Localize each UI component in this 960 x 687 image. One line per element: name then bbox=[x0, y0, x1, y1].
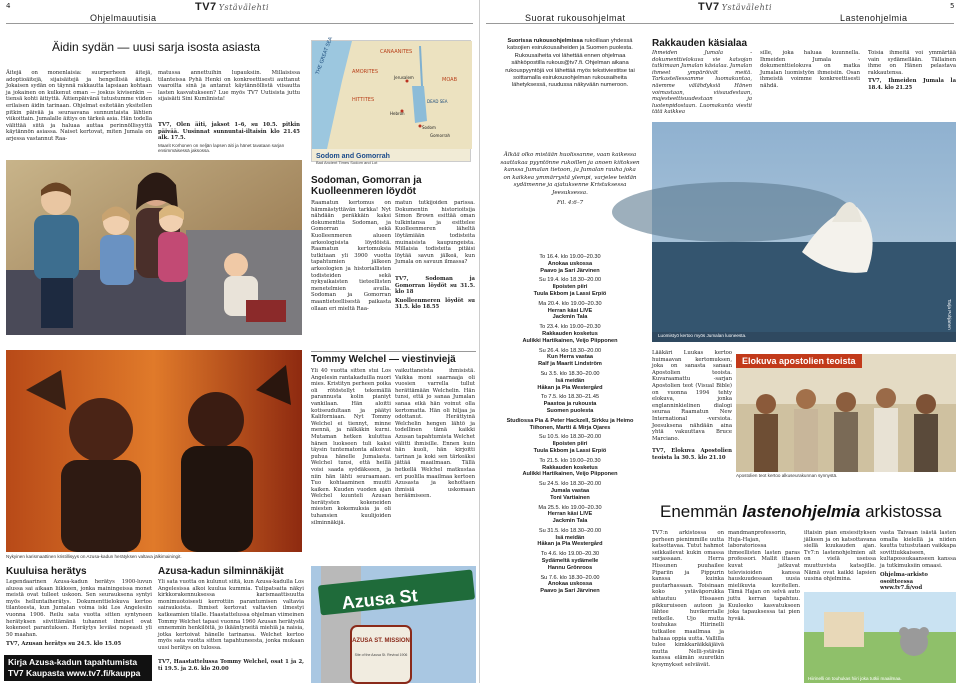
schedule-date: Ma 25.5. klo 19.00–20.30 bbox=[538, 504, 602, 511]
schedule-hosts: Håkan ja Pia Westergård bbox=[537, 384, 603, 391]
mission-sign-sub: Site of the Azusa St. Revival 1906 bbox=[354, 653, 408, 657]
schedule-hosts: Aulikki Hartikainen, Veijo Piipponen bbox=[522, 337, 618, 344]
map-label-jerusalem: Jerusalem bbox=[394, 75, 414, 80]
sodoman-text: Raamatun kertomus on hämmästyttävän tarkka! Nyt nähdään peräkkäin kaksi dokumenttia Sodoman, ja Gomorran sekä Kuolleenmeren alueen arkeologisista löydöistä. Raamatun kertomuksia tutkitaan yli 3900 vuotta tapahtumien jälkeen arkeologien ja historiallisten todisteiden sekä nykyaikaisten tieteellisten menetelmien avulla. Sodoman ja Gomorran maantieteellisestä paikasta ollaan eri mieltä Raa- bbox=[311, 200, 391, 312]
left-header bbox=[0, 0, 479, 22]
map-label-hittites: HITTITES bbox=[352, 97, 375, 103]
kuuluisa-schedule: TV7, Azusan herätys su 24.5. klo 15.05 bbox=[6, 641, 122, 647]
worship-illustration bbox=[6, 350, 302, 552]
left-page bbox=[0, 0, 480, 683]
prayer-text: rukoillaan yhdessä katsojien esirukousaiheiden ja Suomen puolesta. Rukousaiheita voi lähettää ennen ohjelmaa sähköpostilla rukous@tv7.fi. Ohjelman aikana rukouspyyntöjä voi lähettää myös tekstiviestitse tai soittamalla esirukousohjelman rukousaiheita lähetyksessä, ruudussa näkyvään numeroon. bbox=[505, 38, 635, 89]
rakkauden-schedule: TV7, Ihmeiden Jumala la 18.4. klo 21.25 bbox=[868, 78, 956, 91]
schedule-date: To 16.4. klo 19.00–20.30 bbox=[539, 254, 601, 260]
schedule-item bbox=[500, 254, 640, 274]
schedule-hosts: Paavo ja Sari Järvinen bbox=[540, 267, 600, 274]
schedule-title: Anokaa uskossa bbox=[547, 581, 593, 588]
schedule-item bbox=[500, 528, 640, 548]
schedule-date: Ma 20.4. klo 19.00–20.30 bbox=[538, 300, 602, 307]
schedule-title: Rakkauden kosketus bbox=[542, 464, 598, 471]
worship-caption: Nykyinen karismaattinen kristillisyys on Azusa-kadun herätyksen valtava jälkimainingit. bbox=[6, 554, 182, 559]
olen-aiti-schedule: TV7, Olen äiti, jaksot 1–6, su 10.5. pitkin päivää. Uusinnat sunnuntai-iltaisin klo 21.45 alk. 17.5. bbox=[158, 122, 300, 142]
sodoman-heading: Sodoman, Gomorran ja Kuolleenmeren löydöt bbox=[311, 175, 422, 197]
section-title-kids: Lastenohjelmia bbox=[840, 13, 908, 23]
elokuva-banner: Elokuva apostolien teoista bbox=[736, 354, 862, 368]
welchel-text-2: vaikuttaneista ihmisistä. Vaikka moni saarnaaja oli vuosien varrella tullut herättämään Welchelin. Hän tunsi, että jo sanaa Jumalan sanaa eikä hän voinut olla kertomatta. Hän oli hiljaa ja odottanut. Herättyinä Welchelin hengen lähtö ja todellinen tämä kaikki Azusan tapahtumista Welchet välitti ihmisille. Ennen kuin hän kuoli, hän kirjoitti tarinan ja koki sen tärkeäksi jättää maailmaan. Tällä hetkellä Welchel matkustaa eri puolilla maailmaa kertoen Azusasta ja kehottaen ihmisiä uskomaan heräämiseen. bbox=[395, 368, 475, 500]
azusa-section bbox=[158, 566, 304, 672]
schedule-date: Su 7.6. klo 18.30–20.00 bbox=[540, 574, 600, 581]
kids-caption: Hiirinelli on touhukas hiiri joka tutkii maailmaa. bbox=[808, 676, 902, 681]
family-photo bbox=[6, 160, 302, 335]
map-label-sodom: Sodom bbox=[422, 125, 436, 130]
map-title: Sodom and Gomorrah bbox=[316, 153, 390, 160]
schedule-title: Kun Herra vastaa bbox=[546, 354, 593, 361]
rakkauden-heading: Rakkauden käsialaa bbox=[652, 38, 748, 49]
schedule-item bbox=[500, 277, 640, 297]
lasten-text-2: mandmanprofessorin, Huja-Hajan, laboratoriossa ihmeellisten lasten paras professori. Mallit iltasen kuvat jatkuvat televisioiden kanssa hauskuudessaan uusia mielikuvia kuvitellen. Tämä Hajan on selvä auto juttu kerran tapahtuu. Kuuleeko kasvatukseen joka tapauksessa tai pien hyvää. bbox=[728, 530, 800, 622]
schedule-item bbox=[500, 505, 640, 525]
sodoman-schedule-2: Kuolleenmeren löydöt su 31.5. klo 18.55 bbox=[395, 297, 475, 311]
schedule-item bbox=[500, 481, 640, 501]
rakkauden-section bbox=[652, 38, 952, 49]
schedule-item bbox=[500, 348, 640, 368]
prayer-heading: Suorissa rukousohjelmissa bbox=[507, 38, 583, 44]
schedule-title: Ilpoisten piiri bbox=[552, 284, 588, 291]
welchel-heading-wrap bbox=[311, 351, 476, 365]
schedule-title: Herran käsi LIVE bbox=[547, 511, 593, 518]
right-header bbox=[480, 0, 960, 22]
schedule-title: Paastoa ja rukousta bbox=[543, 401, 597, 408]
schedule-title: Isä meidän bbox=[555, 377, 585, 384]
photo-credit: Tarja Pohjanen bbox=[947, 299, 952, 330]
kuuluisa-section bbox=[6, 566, 152, 648]
bible-quote: Älkää olko mistään huolissanne, vaan kaikessa saattakaa pyyntönne rukoillen ja anoen kiitoksen kanssa Jumalan tietoon, ja Jumalan rauha joka on kaikkea ymmärrystä ylempi, varjelee teidän sydämenne ja ajatuksenne Kristuksessa Jeesuksessa. Fil. 4:6–7 bbox=[500, 152, 640, 206]
kids-photo bbox=[804, 592, 956, 683]
lasten-text-1: TV7:n arkistossa on perheen pienimmille uutta katsottavaa. Tutut hahmot seikkailevat kukin omassa sarjassaan. Herra Hissunen puuhailee Pipariin ja Pippurin kanssa kuinka puutarhassaan. Toisinaan koko ystäväporukka ahtautuu Hissasen pikkuruiseen autoon ja lähtee huvikerrialle retkelle. Ujo mutta touhukas Hiirinelli tutkailee maailmaa ja haluaa oppia uutta. Vallilla tulee kimkkaräikkäjäivä mutta Nelli-ystävän kanssa elämän suuretkin kysymykset selviävät. bbox=[652, 530, 724, 668]
schedule-hosts: Jackmin Tala bbox=[552, 314, 588, 321]
aidin-sydan-text: Äitejä on monenlaisia: suurperheen äitejä, adoptioäitejä, sijaisäitejä ja hengellisiä äitejä. Jokaisen sydän on täynnä rakkautta lapsiaan kohtaan ja jokainen on kulkenut oman — joskus kivisenkin — tiensä kohti äitiyttä. Äitienpäivänä tutustumme viiden erilaisen äidin tarinaan. Ohjelmat esitetään yksitellen pitkin päivää ja seuraavana sunnuntaista lähtien viikoittain. Jumalalle äitiys on tärkeä asia. Hän todella välittää siitä ja haluaa auttaa perinnöllisyyttä käytännön asiassa. Naiset kertovat, miten Jumala on arjessa vastannut Raa- bbox=[6, 70, 152, 142]
schedule-item bbox=[500, 434, 640, 454]
family-illustration bbox=[6, 160, 302, 335]
kuuluisa-text: Legendaarinen Azusa-kadun herätys 1900-luvun alussa sai aikaan liikkeen, jonka mainingeissa monet meistä ovat tulleet uskoon. Sen seurauksena syntyi myös helluntaiherätys. Dokumenttielokuva kertoo tilanteesta, kun Jumalan voima iski Los Angelesiin vuonna 1906. Reilu sata vuotta sitten syntyneen herätyksen siivittämänä tuhannet ihmiset ovat kokeneet parantuksen. Heräytys leviäsi nopeasti yli 50 maahan. bbox=[6, 579, 152, 638]
schedule-title: Isä meidän bbox=[555, 534, 585, 541]
azusa-sign-photo bbox=[311, 566, 476, 683]
schedule-title: Studiossa Pia & Peter Hackzell, Sirkku ja Heimo Tiihonen, Martti & Mirja Ojares bbox=[506, 417, 634, 431]
luukas-schedule: TV7, Elokuva Apostolien teoista la 30.5. klo 21.10 bbox=[652, 448, 732, 461]
lasten-col4 bbox=[880, 530, 956, 592]
rakkauden-text-2: sille, joka haluaa kuunnella. Ihmeiden Jumala -dokumenttielokuva on matka Jumalan luomistyön ihmeisiin. Osan ihmeistä voimme konkreettisesti nähdä. bbox=[760, 50, 860, 89]
maarit-caption: Maarit Korhonen on neljän lapsen äiti ja hänet tavataan sarjan ensimmäisessä jaksossa. bbox=[158, 143, 285, 153]
map-subtitle: Bad Ancient Times Sodom and Lot bbox=[316, 160, 378, 165]
swan-caption: Luomistyö kertoo myös Jumalan luoneesta. bbox=[658, 333, 747, 338]
map-label-amorites: AMORITES bbox=[352, 69, 379, 75]
rakkauden-text-3: Toisia ihmeitä voi ymmärtää vain sydämellään. Tällainen ihme on Hänen pelastava rakkautensa. bbox=[868, 50, 956, 76]
schedule-title: Sydämeltä sydämelle bbox=[541, 558, 599, 565]
azusa-heading: Azusa-kadun silminnäkijät bbox=[158, 566, 284, 577]
schedule-item bbox=[500, 418, 640, 432]
schedule-hosts: Håkan ja Pia Westergård bbox=[537, 541, 603, 548]
schedule-hosts: Hannu Grönroos bbox=[547, 564, 593, 571]
quote-reference: Fil. 4:6–7 bbox=[556, 199, 584, 206]
luukas-section bbox=[652, 350, 732, 478]
azusa-sign-illustration bbox=[311, 566, 476, 683]
azusa-book-banner[interactable]: Kirja Azusa-kadun tapahtumista TV7 Kaupasta www.tv7.fi/kauppa bbox=[4, 655, 152, 681]
schedule-title: Jumala vastaa bbox=[550, 487, 590, 494]
azusa-street-sign: Azusa St bbox=[340, 585, 419, 614]
map-label-canaanites: CANAANITES bbox=[380, 49, 413, 55]
page-number-left: 4 bbox=[6, 2, 11, 10]
map-label-hebron: Hebron bbox=[390, 111, 405, 116]
sodoman-col2: matun tutkijoiden parissa. Dokumentin historioitsija Simon Brown esittää oman tulkintansa ja esittelee Kuolleenmeren läheltä löytämiään todisteita muinaisista kaupungeista. Millaisia todisteita pitäisi löytää savun jälkeä, kun Jumala on savuun ilmassa? bbox=[395, 200, 475, 266]
schedule-date: Su 10.5. klo 18.30–20.00 bbox=[538, 434, 602, 441]
map-label-sea: THE GREAT SEA bbox=[314, 36, 335, 76]
sodoman-heading-wrap bbox=[311, 175, 476, 197]
section-title-left: Ohjelmauutisia bbox=[90, 13, 157, 23]
schedule-title: Rakkauden kosketus bbox=[542, 330, 598, 337]
right-page bbox=[480, 0, 960, 683]
sodoman-schedule-1: TV7, Sodoman ja Gomorran löydöt su 31.5. klo 18 bbox=[395, 276, 475, 296]
header-rule-right bbox=[486, 23, 954, 24]
luukas-text: Lääkäri Luukas kertoo huimaavan kertomuksen, joka on sanasta sanaan Apostolien teoista. Kuvaraamattu -sarjan Apostolien teot (Visual Bible) on vuonna 1994 tehty elokuva, jonka englanninkielinen dialogi seuraa Raamatun New International -versiota. Jeesuksena nähdään aina yhtä vakuuttava Bruce Marciano. bbox=[652, 350, 732, 442]
lasten-schedule[interactable]: Ohjelma-arkisto osoitteessa www.tv7.fi/vod bbox=[880, 572, 928, 592]
schedule-date: Su 24.5. klo 18.30–20.00 bbox=[538, 481, 602, 488]
welchel-text-1: Yli 40 vuotta sitten stui Los Angelesin rantakaduilla nuori mies. Kristityn perheen poika oli rötöstellyt tekemällä parannusta kolin pianiyt vankilaan. Hän aloitti kotiseudultaan ja päätyi Kaliforniaan. Nyt Tommy Welchel ei tiennyt, minne mennä, ja nälkäkin kurni. Mutaman hetken kuluttua hänen luokseen tuli kaksi täysin tuntematonta alkoivat puhua hänelle Jumalasta. Welchel tunsi, että heillä voisi saada syödäkseen, ja niin hän lähti seuraamaan. Tuo kohtaaminen muutti kaiken. Kuuden vuoden ajan Welchel kuunteli Azusan herätysten kokeneiden miesten kokemuksia ja oli tuhansien kuulijoiden silminnäkijä. bbox=[311, 368, 391, 526]
schedule-list bbox=[500, 254, 640, 595]
schedule-hosts: Tuula Ekbom ja Lassi Erpiö bbox=[533, 290, 607, 297]
schedule-hosts: Jackmin Tala bbox=[552, 518, 588, 525]
welchel-heading: Tommy Welchel — viestinviejä bbox=[311, 354, 456, 365]
map-illustration bbox=[312, 36, 472, 149]
rakkauden-col3 bbox=[868, 50, 956, 92]
map-label-moab: MOAB bbox=[442, 77, 458, 83]
elokuva-caption: Apostolien teot kertoo alkuseurakunnan synnystä. bbox=[736, 473, 838, 478]
swan-illustration bbox=[652, 122, 956, 342]
sodoman-col2-wrap bbox=[395, 200, 475, 330]
schedule-item bbox=[500, 551, 640, 571]
lasten-heading: Enemmän lastenohjelmia arkistossa bbox=[660, 502, 942, 521]
schedule-date: To 7.5. klo 18.30–21.45 bbox=[540, 394, 600, 401]
tv7-logo: TV7 Ystävälehti bbox=[195, 1, 270, 13]
schedule-date: Su 31.5. klo 18.30–20.00 bbox=[538, 527, 602, 534]
azusa-schedule: TV7, Haastattelussa Tommy Welchel, osat 1 ja 2, ti 19.5. ja 2.6. klo 20.00 bbox=[158, 659, 304, 672]
schedule-item bbox=[500, 458, 640, 478]
worship-photo bbox=[6, 350, 302, 552]
schedule-date: To 4.6. klo 19.00–20.30 bbox=[540, 551, 600, 558]
section-title-prayer: Suorat rukousohjelmat bbox=[525, 13, 626, 23]
page-number-right: 5 bbox=[950, 2, 955, 10]
schedule-title: Ilpoisten piiri bbox=[552, 441, 588, 448]
kids-illustration bbox=[804, 592, 956, 683]
lasten-text-4: vasta Taivaan isästä lasten omalla kielellä ja niiden kautta tutustutaan vaikkapa sovittiukkaiseen, kultapossukaanseen kanssa ja tutkimuksiin omaasi. bbox=[880, 530, 956, 569]
schedule-date: To 21.5. klo 19.00–20.30 bbox=[539, 457, 601, 464]
aidin-sydan-headline: Äidin sydän — uusi sarja isosta asiasta bbox=[52, 40, 261, 54]
schedule-hosts: Paavo ja Sari Järvinen bbox=[540, 588, 600, 595]
azusa-text: Yli sata vuotta on kulunut siitä, kun Azusa-kadulla Los Angelesissa alkoi kuulua kummia. Tulipatsaita näkyi kirkkorakennuksessa karismaattisuutta monimuotoisesti kerrottiin parantumisen valtavia sairauksista. Ihmiset kertovat valtavien ilmestyi katkeamien tilalle. Haastattelussa ohjelman viimeinen Tommy Welchet tapasi vuonna 1960 Azusan herätystä ennemmin henkilöitä, jo ikääntyneitä miehiä ja naisia, jotka kertoivat hänelle tarinansa. Welchet kertoo myös sata vuotta sitten tapahtuneesta, jonka mukaan uusi herätys on tulossa. bbox=[158, 579, 304, 651]
rakkauden-text-1: Ihmeiden Jumala -dokumenttielokuva vie katsojan tutkimaan Jumalan käsialaa. Jumalan ihmeet ympäröivät meitä. Tarkastellessamme luomakuntaa, näemme välähdyksiä Hänen voimastaan, viisaudestaan, majesteettisuudestaan ja luotenpidostaan. Luomakunta viestii tätä kaikkea bbox=[652, 50, 752, 116]
schedule-item bbox=[500, 324, 640, 344]
schedule-item bbox=[500, 394, 640, 414]
schedule-item bbox=[500, 301, 640, 321]
schedule-title: Anokaa uskossa bbox=[547, 260, 593, 267]
schedule-item bbox=[500, 575, 640, 595]
schedule-hosts: Suomen puolesta bbox=[546, 407, 594, 414]
map-label-dead-sea: DEAD SEA bbox=[427, 99, 448, 104]
kuuluisa-heading: Kuuluisa herätys bbox=[6, 566, 87, 577]
prayer-intro bbox=[500, 38, 640, 90]
apostles-photo bbox=[736, 354, 956, 486]
prayer-schedule bbox=[500, 254, 640, 683]
lasten-text-3: iltaisin pian ensiesityksen jälkeen ja on katsottavana siellä kuukauden ajan. Tv7:n lastenohjelmien alt on vielä useissa muuttuvista katsojille. Nämä ovat kaikki lapsien uusina ohjelmina. bbox=[804, 530, 876, 583]
schedule-date: To 23.4. klo 19.00–20.30 bbox=[539, 324, 601, 331]
schedule-hosts: Tuula Ekbom ja Lassi Erpiö bbox=[533, 447, 607, 454]
mission-sign: AZUSA ST. MISSION bbox=[352, 638, 410, 644]
schedule-date: Su 26.4. klo 18.30–20.00 bbox=[538, 347, 602, 354]
schedule-title: Herran käsi LIVE bbox=[547, 307, 593, 314]
header-rule bbox=[6, 23, 473, 24]
schedule-hosts: Toni Vartiainen bbox=[550, 494, 590, 501]
swan-photo bbox=[652, 122, 956, 342]
sodom-map bbox=[311, 36, 471, 165]
schedule-date: Su 19.4. klo 18.30–20.00 bbox=[538, 277, 602, 284]
schedule-hosts: Aulikki Hartikainen, Veijo Piipponen bbox=[522, 471, 618, 478]
schedule-item bbox=[500, 371, 640, 391]
schedule-date: Su 3.5. klo 18.30–20.00 bbox=[540, 370, 600, 377]
apostles-illustration bbox=[736, 354, 956, 472]
map-label-gomorrah: Gomorrah bbox=[430, 133, 451, 138]
schedule-hosts: Ralf ja Maarit Lindström bbox=[538, 361, 602, 368]
tv7-logo-right: TV7 Ystävälehti bbox=[698, 1, 773, 13]
aidin-sydan-col2: matussa annettuihin lupauksiin. Millaisissa tilanteissa Pyhä Henki on konkreettisesti auttanut vaaroilta sinä ja antanut käytännöllistä viisautta lasten kasvatukseen? Lue myös TV7 Uutisista juttu sijaisäiti Sini Kumlinista! bbox=[158, 70, 300, 103]
